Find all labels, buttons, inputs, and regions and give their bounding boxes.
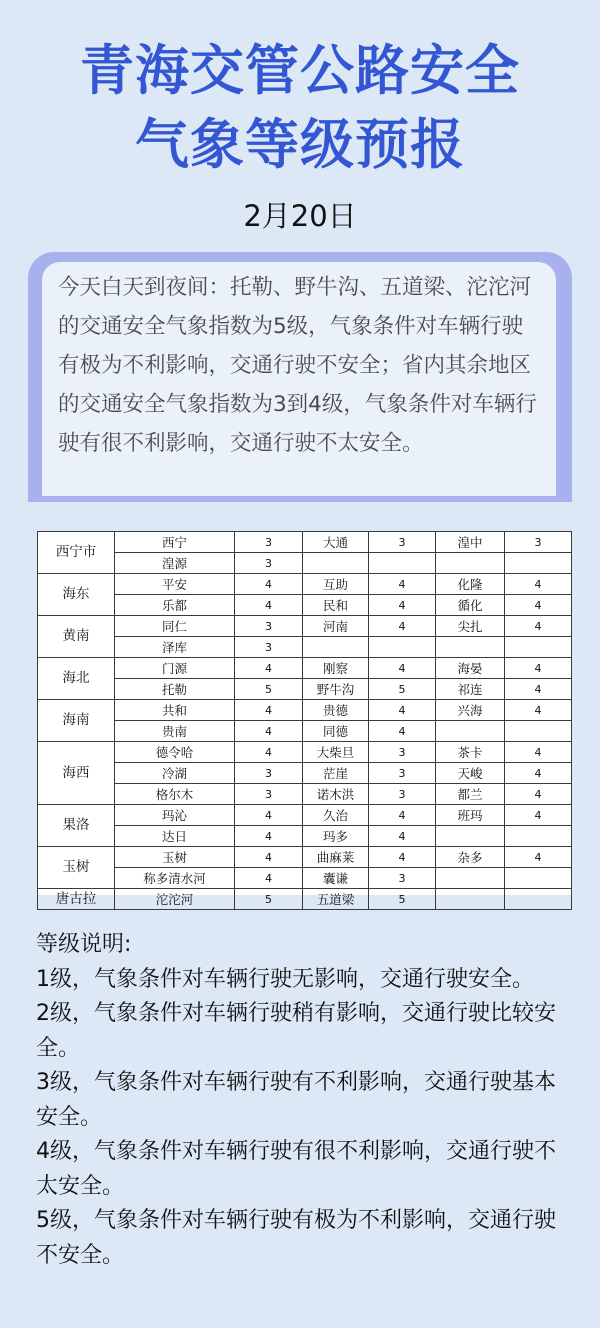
- station-name: 沱沱河: [115, 889, 235, 910]
- station-name: [303, 553, 369, 574]
- level-value: 4: [235, 700, 303, 721]
- table-row: [38, 868, 572, 889]
- station-name: 格尔木: [115, 784, 235, 805]
- level-value: [505, 868, 572, 889]
- level-value: [505, 637, 572, 658]
- station-name: 共和: [115, 700, 235, 721]
- station-name: 大通: [303, 532, 369, 553]
- station-name: 玛多: [303, 826, 369, 847]
- station-name: 德令哈: [115, 742, 235, 763]
- level-value: 4: [505, 658, 572, 679]
- station-name: 乐都: [115, 595, 235, 616]
- level-value: 4: [505, 805, 572, 826]
- level-value: 4: [505, 700, 572, 721]
- station-name: 玛沁: [115, 805, 235, 826]
- level-value: 4: [235, 742, 303, 763]
- station-name: 循化: [436, 595, 505, 616]
- level-value: 4: [235, 658, 303, 679]
- page-title-line-1: 青海交管公路安全: [80, 39, 520, 102]
- level-value: 4: [235, 721, 303, 742]
- level-value: 5: [235, 889, 303, 910]
- level-value: 3: [235, 553, 303, 574]
- level-value: 3: [369, 532, 436, 553]
- table-row: [38, 847, 572, 868]
- forecast-date: 2月20日: [243, 199, 357, 233]
- table-row: [38, 595, 572, 616]
- level-value: 4: [235, 805, 303, 826]
- table-row: [38, 721, 572, 742]
- station-name: 尖扎: [436, 616, 505, 637]
- station-name: 杂多: [436, 847, 505, 868]
- legend-item-level-4: 4级，气象条件对车辆行驶有很不利影响，交通行驶不太安全。: [36, 1139, 556, 1199]
- station-name: [436, 553, 505, 574]
- table-row: [38, 784, 572, 805]
- legend-item-level-1: 1级，气象条件对车辆行驶无影响，交通行驶安全。: [36, 966, 534, 992]
- region-cell: 玉树: [38, 847, 115, 889]
- station-name: 贵德: [303, 700, 369, 721]
- level-value: 3: [369, 742, 436, 763]
- level-value: 3: [235, 616, 303, 637]
- level-value: 4: [369, 847, 436, 868]
- table-row: [38, 742, 572, 763]
- level-value: [505, 721, 572, 742]
- level-legend: [36, 928, 566, 1273]
- station-name: 茶卡: [436, 742, 505, 763]
- level-value: 3: [369, 868, 436, 889]
- station-name: 海晏: [436, 658, 505, 679]
- level-value: 4: [505, 595, 572, 616]
- station-name: 都兰: [436, 784, 505, 805]
- station-name: 达日: [115, 826, 235, 847]
- level-value: 5: [235, 679, 303, 700]
- station-name: 刚察: [303, 658, 369, 679]
- station-name: [436, 826, 505, 847]
- region-cell: 黄南: [38, 616, 115, 658]
- station-name: 兴海: [436, 700, 505, 721]
- station-name: 茫崖: [303, 763, 369, 784]
- station-name: 同仁: [115, 616, 235, 637]
- station-name: 同德: [303, 721, 369, 742]
- level-value: 3: [369, 784, 436, 805]
- region-cell: 海南: [38, 700, 115, 742]
- table-row: [38, 658, 572, 679]
- page-title-line-2: 气象等级预报: [135, 113, 465, 176]
- station-name: [436, 889, 505, 910]
- level-value: 4: [505, 574, 572, 595]
- table-row: [38, 637, 572, 658]
- station-name: 野牛沟: [303, 679, 369, 700]
- level-value: 4: [235, 574, 303, 595]
- level-value: 4: [369, 616, 436, 637]
- station-name: 玉树: [115, 847, 235, 868]
- station-name: 曲麻莱: [303, 847, 369, 868]
- station-name: 称多清水河: [115, 868, 235, 889]
- level-value: 3: [235, 784, 303, 805]
- level-value: 4: [505, 784, 572, 805]
- level-value: 3: [235, 532, 303, 553]
- station-name: [436, 868, 505, 889]
- station-name: [436, 637, 505, 658]
- region-cell: 西宁市: [38, 532, 115, 574]
- forecast-table-panel: [37, 531, 571, 907]
- level-value: 4: [369, 658, 436, 679]
- station-name: 湟中: [436, 532, 505, 553]
- summary-text: 今天白天到夜间：托勒、野牛沟、五道梁、沱沱河的交通安全气象指数为5级，气象条件对车辆行驶有极为不利影响，交通行驶不安全；省内其余地区的交通安全气象指数为3到4级，气象条件对车辆行驶有很不利影响，交通行驶不太安全。: [42, 262, 556, 496]
- legend-item-level-2: 2级，气象条件对车辆行驶稍有影响，交通行驶比较安全。: [36, 1001, 556, 1061]
- table-row: [38, 889, 572, 910]
- table-row: [38, 826, 572, 847]
- station-name: 湟源: [115, 553, 235, 574]
- station-name: 化隆: [436, 574, 505, 595]
- level-value: 5: [369, 679, 436, 700]
- station-name: 久治: [303, 805, 369, 826]
- level-value: 4: [235, 868, 303, 889]
- table-row: [38, 616, 572, 637]
- level-value: 3: [505, 532, 572, 553]
- table-row: [38, 805, 572, 826]
- level-value: 4: [369, 721, 436, 742]
- station-name: 河南: [303, 616, 369, 637]
- level-value: 4: [235, 595, 303, 616]
- station-name: 囊谦: [303, 868, 369, 889]
- forecast-table-body: [38, 532, 572, 910]
- level-value: 4: [369, 574, 436, 595]
- table-row: [38, 700, 572, 721]
- table-row: [38, 553, 572, 574]
- level-value: [505, 553, 572, 574]
- station-name: 班玛: [436, 805, 505, 826]
- region-cell: 海北: [38, 658, 115, 700]
- level-value: [369, 637, 436, 658]
- legend-item-level-3: 3级，气象条件对车辆行驶有不利影响，交通行驶基本安全。: [36, 1070, 556, 1130]
- level-value: 4: [369, 595, 436, 616]
- station-name: 门源: [115, 658, 235, 679]
- region-cell: 海西: [38, 742, 115, 805]
- station-name: 贵南: [115, 721, 235, 742]
- station-name: 托勒: [115, 679, 235, 700]
- station-name: 民和: [303, 595, 369, 616]
- table-row: [38, 532, 572, 553]
- station-name: [436, 721, 505, 742]
- level-value: 4: [505, 679, 572, 700]
- station-name: 大柴旦: [303, 742, 369, 763]
- level-value: 5: [369, 889, 436, 910]
- table-row: [38, 574, 572, 595]
- station-name: 西宁: [115, 532, 235, 553]
- level-value: 4: [235, 847, 303, 868]
- forecast-table: [37, 531, 572, 910]
- level-value: 4: [505, 847, 572, 868]
- station-name: 诺木洪: [303, 784, 369, 805]
- legend-item-level-5: 5级，气象条件对车辆行驶有极为不利影响，交通行驶不安全。: [36, 1208, 556, 1268]
- region-cell: 海东: [38, 574, 115, 616]
- region-cell: 果洛: [38, 805, 115, 847]
- level-value: 4: [369, 700, 436, 721]
- level-value: 3: [235, 763, 303, 784]
- level-value: [369, 553, 436, 574]
- level-value: 4: [369, 805, 436, 826]
- station-name: 互助: [303, 574, 369, 595]
- station-name: 五道梁: [303, 889, 369, 910]
- level-value: 3: [235, 637, 303, 658]
- station-name: 祁连: [436, 679, 505, 700]
- level-value: 4: [505, 616, 572, 637]
- level-value: 4: [505, 763, 572, 784]
- table-row: [38, 763, 572, 784]
- level-value: [505, 826, 572, 847]
- level-value: [505, 889, 572, 910]
- region-cell: 唐古拉: [38, 889, 115, 910]
- table-row: [38, 679, 572, 700]
- station-name: 冷湖: [115, 763, 235, 784]
- station-name: [303, 637, 369, 658]
- station-name: 天峻: [436, 763, 505, 784]
- station-name: 平安: [115, 574, 235, 595]
- legend-heading: 等级说明:: [36, 932, 132, 957]
- level-value: 3: [369, 763, 436, 784]
- level-value: 4: [505, 742, 572, 763]
- station-name: 泽库: [115, 637, 235, 658]
- level-value: 4: [369, 826, 436, 847]
- level-value: 4: [235, 826, 303, 847]
